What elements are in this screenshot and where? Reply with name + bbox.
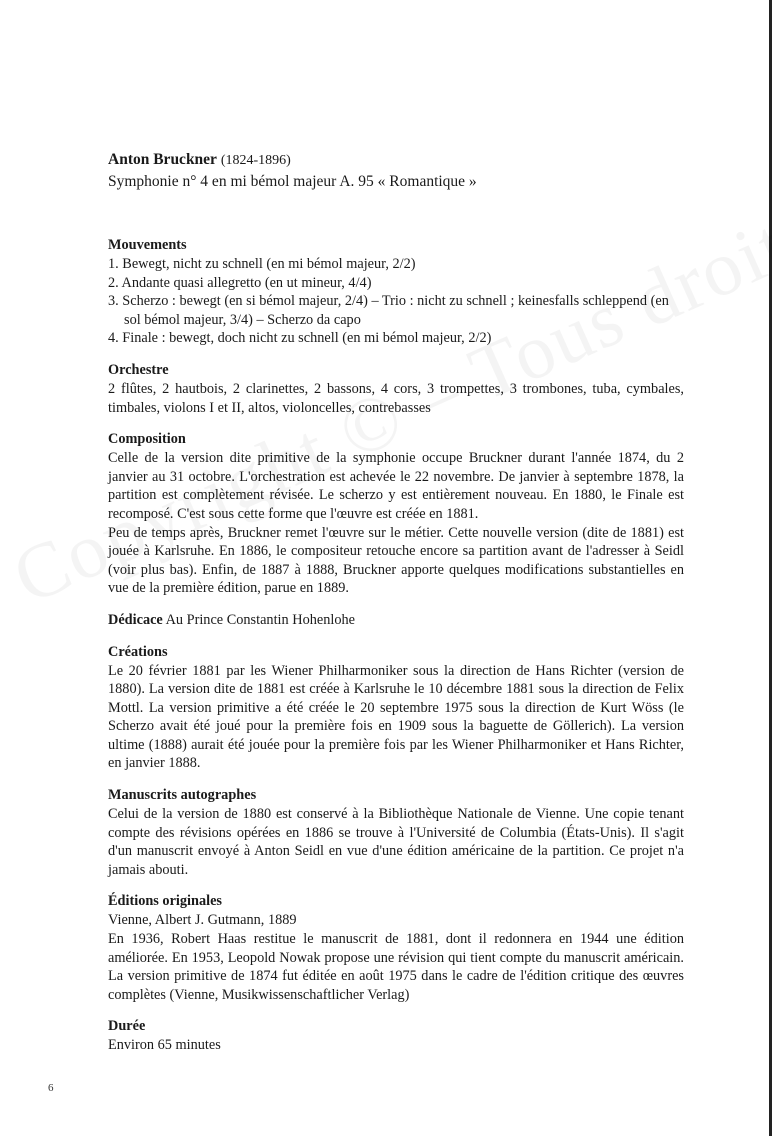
section-title-dedication: Dédicace: [108, 611, 163, 628]
section-title-editions: Éditions originales: [108, 893, 222, 910]
section-composition: [108, 430, 684, 598]
section-title-manuscripts: Manuscrits autographes: [108, 787, 257, 804]
section-title-premieres: Créations: [108, 643, 168, 660]
dedication-text: Au Prince Constantin Hohenlohe: [162, 611, 355, 628]
movement-item: 4. Finale : bewegt, doch nicht zu schnell (en mi bémol majeur, 2/2): [108, 330, 492, 347]
dedication-line: [108, 611, 684, 630]
section-editions: [108, 892, 684, 1004]
section-title-composition: Composition: [108, 431, 186, 448]
movement-list: [108, 255, 684, 348]
composition-paragraph: Peu de temps après, Bruckner remet l'œuvre sur le métier. Cette nouvelle version (dite de 1881) est jouée à Karlsruhe. En 1886, le compositeur retouche encore sa partition avant de l'adresser à Seidl (voir plus bas). Enfin, de 1887 à 1888, Bruckner apporte quelques modifications substantielles en vue de la première édition, parue en 1889.: [108, 524, 684, 597]
section-title-movements: Mouvements: [108, 237, 187, 253]
premieres-text: Le 20 février 1881 par les Wiener Philharmoniker sous la direction de Hans Richter (version de 1880). La version dite de 1881 est créée à Karlsruhe le 10 décembre 1881 sous la direction de Felix Mottl. La version primitive a été créée le 20 septembre 1975 sous la direction de Kurt Wöss (le Scherzo avait été joué pour la première fois en 1909 sous la baguette de Göllerich). La version ultime (1888) aurait été jouée pour la première fois par les Wiener Philharmoniker et Hans Richter, en janvier 1888.: [108, 662, 684, 772]
composition-paragraph: Celle de la version dite primitive de la symphonie occupe Bruckner durant l'année 1874, du 2 janvier au 31 octobre. L'orchestration est achevée le 22 novembre. De janvier à septembre 1878, la partition est complètement révisée. Le scherzo y est entièrement nouveau. En 1880, le Finale est recomposé. C'est sous cette forme que l'œuvre est créée en 1881.: [108, 450, 684, 522]
composer-name: Anton Bruckner: [108, 151, 217, 168]
page-number: 6: [48, 1082, 54, 1094]
editions-text: En 1936, Robert Haas restitue le manuscrit de 1881, dont il redonnera en 1944 une édition améliorée. En 1953, Leopold Nowak propose une révision qui tient compte du manuscrit américain. La version primitive de 1874 fut éditée en août 1975 dans le cadre de l'édition critique des œuvres complètes (Vienne, Musikwissenschaftlicher Verlag): [108, 931, 684, 1003]
manuscripts-text: Celui de la version de 1880 est conservé à la Bibliothèque Nationale de Vienne. Une copie tenant compte des révisions opérées en 1886 se trouve à l'Université de Columbia (États-Unis). Il s'agit d'un manuscrit envoyé à Anton Seidl en vue d'une édition américaine de la partition. Ce projet n'a jamais abouti.: [108, 806, 684, 878]
editions-publisher: Vienne, Albert J. Gutmann, 1889: [108, 912, 297, 929]
section-duration: [108, 1017, 684, 1055]
section-title-duration: Durée: [108, 1018, 146, 1035]
work-title: Symphonie n° 4 en mi bémol majeur A. 95 « Romantique »: [108, 173, 477, 190]
orchestra-text: 2 flûtes, 2 hautbois, 2 clarinettes, 2 bassons, 4 cors, 3 trompettes, 3 trombones, tuba, cymbales, timbales, violons I et II, altos, violoncelles, contrebasses: [108, 380, 684, 416]
section-manuscripts: [108, 786, 684, 879]
section-title-orchestra: Orchestre: [108, 361, 169, 378]
section-dedication: [108, 611, 684, 630]
movement-item: 2. Andante quasi allegretto (en ut mineur, 4/4): [108, 274, 372, 291]
section-movements: [108, 236, 684, 348]
duration-text: Environ 65 minutes: [108, 1037, 221, 1054]
movement-item: 1. Bewegt, nicht zu schnell (en mi bémol majeur, 2/2): [108, 256, 416, 272]
section-orchestra: [108, 361, 684, 417]
document-body: [108, 150, 684, 1068]
composer-dates: (1824-1896): [220, 153, 291, 168]
work-header: [108, 150, 684, 192]
movement-item: 3. Scherzo : bewegt (en si bémol majeur, 2/4) – Trio : nicht zu schnell ; keinesfalls schleppend (en sol bémol majeur, 3/4) – Scherzo da capo: [108, 293, 669, 328]
section-premieres: [108, 643, 684, 774]
composer-line: [108, 150, 684, 171]
